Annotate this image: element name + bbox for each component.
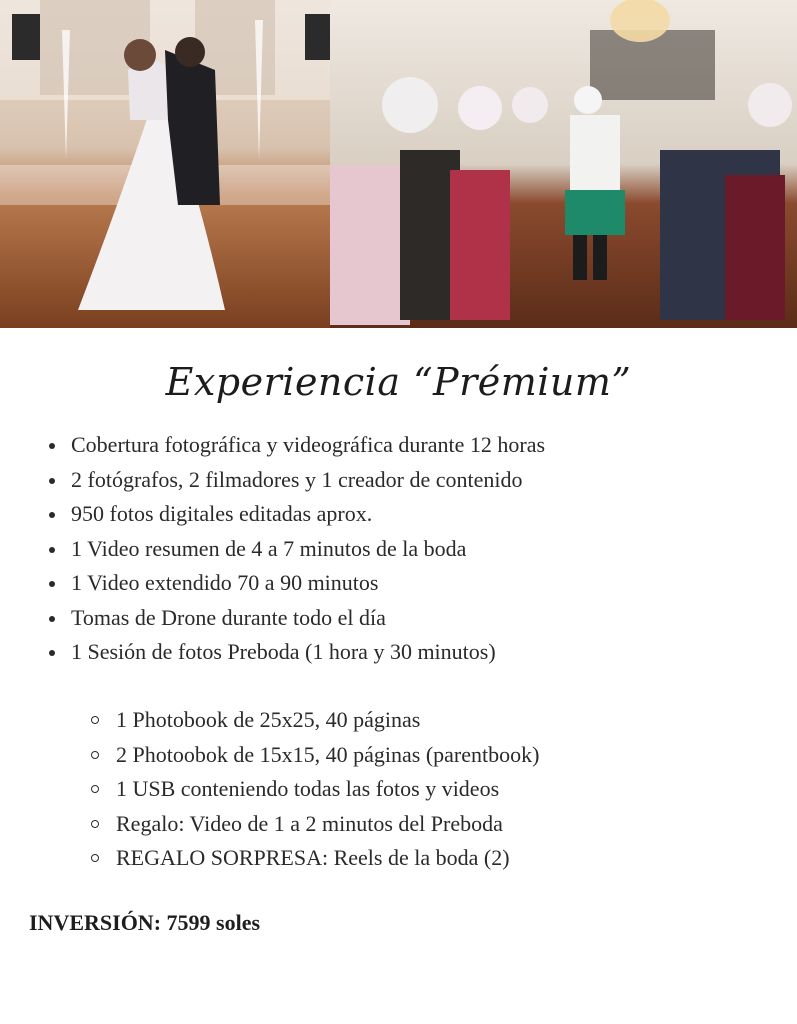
list-item: REGALO SORPRESA: Reels de la boda (2) [116, 841, 796, 876]
features-list [0, 428, 791, 670]
list-item: Cobertura fotográfica y videográfica durante 12 horas [71, 428, 791, 463]
header-photos [0, 0, 797, 328]
reception-dancer-image [330, 0, 797, 328]
list-item: 1 USB conteniendo todas las fotos y videos [116, 772, 796, 807]
list-item: Regalo: Video de 1 a 2 minutos del Preboda [116, 807, 796, 842]
list-item: 1 Video extendido 70 a 90 minutos [71, 566, 791, 601]
couple-dancing-image [0, 0, 330, 328]
couple-dancing-photo [0, 0, 330, 328]
package-title: Experiencia “Prémium” [165, 360, 632, 404]
list-item: 2 fotógrafos, 2 filmadores y 1 creador de contenido [71, 463, 791, 498]
list-item: 950 fotos digitales editadas aprox. [71, 497, 791, 532]
list-item: 1 Video resumen de 4 a 7 minutos de la boda [71, 532, 791, 567]
list-item: 1 Photobook de 25x25, 40 páginas [116, 703, 796, 738]
investment-price: INVERSIÓN: 7599 soles [29, 910, 261, 935]
list-item: 1 Sesión de fotos Preboda (1 hora y 30 minutos) [71, 635, 791, 670]
extras-list [0, 703, 796, 876]
reception-dancer-photo [330, 0, 797, 328]
list-item: Tomas de Drone durante todo el día [71, 601, 791, 636]
list-item: 2 Photoobok de 15x15, 40 páginas (parentbook) [116, 738, 796, 773]
